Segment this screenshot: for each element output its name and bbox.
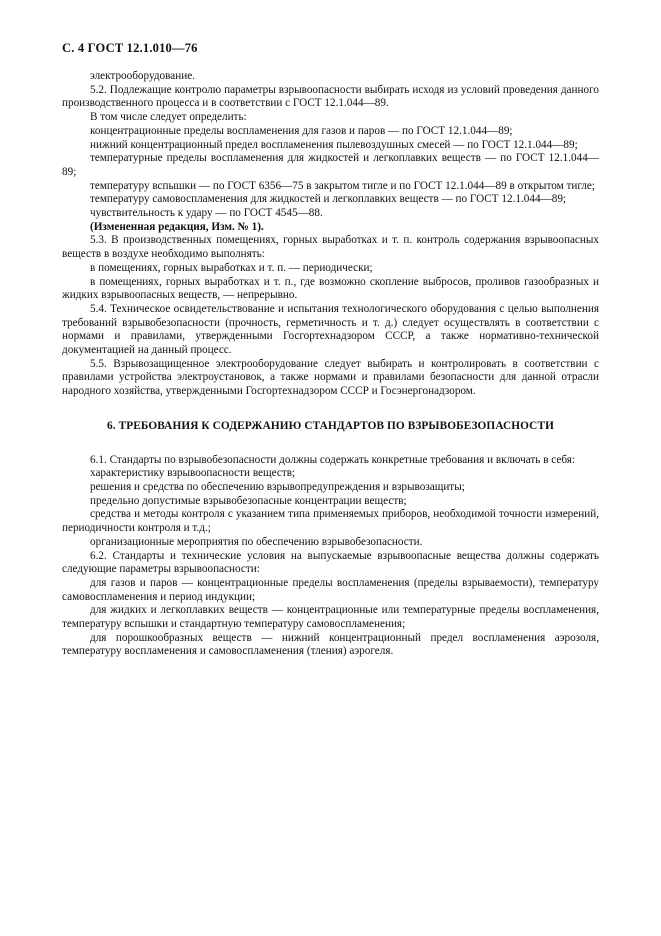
- page-header: С. 4 ГОСТ 12.1.010—76: [62, 41, 198, 55]
- paragraph: организационные мероприятия по обеспечению взрывобезопасности.: [90, 535, 423, 548]
- paragraph: в помещениях, горных выработках и т. п., где возможно скопление выбросов, проливов газообразных и жидких взрывоопасных веществ, — непрерывно.: [62, 275, 599, 302]
- paragraph: 5.5. Взрывозащищенное электрооборудование следует выбирать и контролировать в соответствии с правилами устройства электроустановок, а также нормами и правилами безопасности для данной отрасли народного хозяйства, утвержденными Госгортехнадзором СССР и Госэнергонадзором.: [62, 357, 599, 398]
- section-6-title: 6. ТРЕБОВАНИЯ К СОДЕРЖАНИЮ СТАНДАРТОВ ПО ВЗРЫВОБЕЗОПАСНОСТИ: [107, 419, 554, 432]
- paragraph: нижний концентрационный предел воспламенения пылевоздушных смесей — по ГОСТ 12.1.044—89;: [90, 138, 578, 151]
- paragraph: В том числе следует определить:: [90, 111, 247, 124]
- paragraph: чувствительность к удару — по ГОСТ 4545—88.: [90, 207, 323, 220]
- paragraph: для газов и паров — концентрационные пределы воспламенения (пределы взрываемости), температуру самовоспламенения и период индукции;: [62, 576, 599, 603]
- paragraph: 6.2. Стандарты и технические условия на выпускаемые взрывоопасные вещества должны содержать следующие параметры взрывоопасности:: [62, 549, 599, 576]
- paragraph: 5.3. В производственных помещениях, горных выработках и т. п. контроль содержания взрывоопасных веществ в воздухе необходимо выполнять:: [62, 234, 599, 261]
- paragraph: температуру вспышки — по ГОСТ 6356—75 в закрытом тигле и по ГОСТ 12.1.044—89 в открытом тигле;: [90, 179, 596, 192]
- paragraph: 5.2. Подлежащие контролю параметры взрывоопасности выбирать исходя из условий проведения данного производственного процесса и в соответствии с ГОСТ 12.1.044—89.: [62, 83, 599, 110]
- paragraph: (Измененная редакция, Изм. № 1).: [90, 220, 264, 233]
- paragraph: концентрационные пределы воспламенения для газов и паров — по ГОСТ 12.1.044—89;: [90, 124, 513, 137]
- paragraph: предельно допустимые взрывобезопасные концентрации веществ;: [90, 494, 407, 507]
- paragraph: средства и методы контроля с указанием типа применяемых приборов, необходимой точности измерений, периодичности контроля и т.д.;: [62, 508, 599, 535]
- document-body: [62, 70, 599, 659]
- paragraph: для жидких и легкоплавких веществ — концентрационные или температурные пределы воспламенения, температуру вспышки и стандартную температуру самовоспламенения;: [62, 604, 599, 631]
- paragraph: решения и средства по обеспечению взрывопредупреждения и взрывозащиты;: [90, 480, 465, 493]
- section-5-continuation: [62, 70, 599, 399]
- paragraph: электрооборудование.: [90, 70, 195, 82]
- paragraph: характеристику взрывоопасности веществ;: [90, 467, 296, 480]
- paragraph: температуру самовоспламенения для жидкостей и легкоплавких веществ — по ГОСТ 12.1.044—89;: [90, 193, 567, 206]
- paragraph: температурные пределы воспламенения для жидкостей и легкоплавких веществ — по ГОСТ 12.1.044—89;: [62, 152, 599, 178]
- section-6-body: [62, 454, 599, 660]
- paragraph: 5.4. Техническое освидетельствование и испытания технологического оборудования с целью выполнения требований взрывобезопасности (прочность, герметичность и т. д.) следует осуществлять в соответствии с нормами и правилами, утвержденными Госгортехнадзором СССР, а также нормативно-технической документацией на данный процесс.: [62, 302, 599, 357]
- paragraph: для порошкообразных веществ — нижний концентрационный предел воспламенения аэрозоля, температуру воспламенения и самовоспламенения (тления) аэрогеля.: [62, 631, 599, 658]
- paragraph: 6.1. Стандарты по взрывобезопасности должны содержать конкретные требования и включать в себя:: [90, 453, 576, 466]
- paragraph: в помещениях, горных выработках и т. п. — периодически;: [90, 261, 373, 274]
